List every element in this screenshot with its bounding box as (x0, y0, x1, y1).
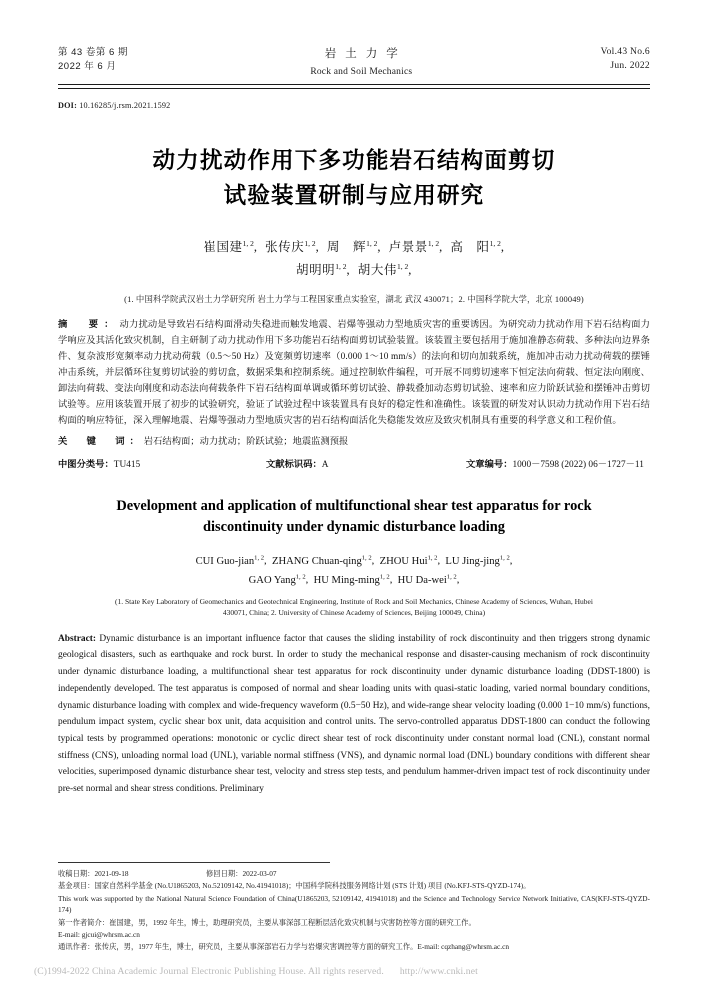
author-affiliation-marker: 1, 2 (335, 262, 347, 272)
received-date-label: 收稿日期： (58, 869, 95, 878)
running-head-center (310, 46, 412, 79)
clc-label: 中图分类号： (58, 459, 114, 470)
title-en-line1: Development and application of multifunctional shear test apparatus for rock (116, 497, 592, 514)
abstract-cn-text: 动力扰动是导致岩石结构面滑动失稳进而触发地震、岩爆等强动力型地质灾害的重要诱因。为研究动力扰动作用下岩石结构面力学响应及其活化致灾机制，自主研制了动力扰动作用下多功能岩石结构面剪切试验装置。该装置主要包括用于施加准静态荷载、多种法向边界条件、复杂波形宽频率动力扰动荷载（0.5～50 Hz）及宽频剪切速率（0.000 1～10 mm/s）的法向和切向加载系统，施加冲击动力扰动荷载的摆锤冲击系统，并层循环往复剪切试验的剪切盒，数据采集和控制系统。通过控制软件编程，可开展不同剪切速率下恒定法向荷载、恒定法向刚度、卸法向荷载、变法向刚度和动态法向荷载条件下岩石结构面单调或循环剪切试验、静载叠加动态剪切试验、速率和应力阶跃试验和摆锤冲击剪切试验等。应用该装置开展了初步的试验研究，验证了试验过程中该装置具有良好的稳定性和准确性。该装置的研发对认识动力扰动作用下岩石结构面的响应特征，深入理解地震、岩爆等强动力型地质灾害的岩石结构面活化失稳能发效应及致灾机制具有重要的科学意义和工程价值。 (58, 320, 651, 426)
author-separator: , (377, 239, 389, 254)
article-number (466, 456, 644, 470)
author-name: 卢景景 (388, 239, 428, 254)
author-entry (445, 553, 510, 567)
doc-code-label: 文献标识码： (266, 459, 322, 470)
classification-line (58, 456, 650, 470)
revised-date-value: 2022-03-07 (242, 869, 277, 878)
footnotes (58, 868, 650, 953)
author-separator: , (509, 555, 513, 567)
author-entry (398, 575, 457, 586)
author-affiliation-marker: 1, 2 (295, 573, 306, 581)
author-separator: , (264, 555, 272, 567)
author-affiliation-marker: 1, 2 (397, 262, 409, 272)
author-name: CUI Guo-jian (195, 555, 255, 567)
footnote-divider (58, 862, 330, 863)
article-number-label: 文章编号： (466, 459, 513, 470)
author-name: 崔国建 (203, 239, 243, 254)
author-entry (249, 575, 306, 586)
author-separator: , (346, 263, 358, 278)
author-affiliation-marker: 1, 2 (242, 238, 254, 248)
author-separator: , (253, 239, 266, 254)
affiliation-en-line2: 430071, China; 2. University of Chinese Academy of Sciences, Beijing 100049, China) (222, 608, 486, 618)
received-date (58, 868, 206, 880)
volume-issue-en: Vol.43 No.6 (600, 47, 650, 57)
author-separator: , (408, 263, 413, 278)
first-author-bio: 第一作者简介：崔国建，男，1992 年生，博士，助理研究员，主要从事深部工程断层活化致灾机制与灾害防控等方面的研究工作。 (58, 917, 476, 927)
clc-value: TU415 (113, 459, 141, 470)
author-entry (203, 240, 254, 254)
header-divider (58, 84, 650, 88)
author-affiliation-marker: 1, 2 (366, 238, 378, 248)
affiliation-en (58, 596, 650, 619)
author-affiliation-marker: 1, 2 (254, 553, 265, 561)
keywords-cn-text: 岩石结构面；动力扰动；阶跃试验；地震监测预报 (143, 436, 349, 447)
author-separator: , (305, 574, 314, 586)
affiliation-cn: (1. 中国科学院武汉岩土力学研究所 岩土力学与工程国家重点实验室，湖北 武汉 430071；2. 中国科学院大学，北京 100049) (124, 295, 584, 305)
running-head (58, 0, 650, 79)
fund-note-cn: 基金项目：国家自然科学基金 (No.U1865203, No.52109142, No.41941018)；中国科学院科技服务网络计划 (STS 计划) 项目 (No.KFJ-STS-QYZD-174)。 (58, 881, 531, 891)
author-separator: , (500, 239, 505, 254)
title-cn-line1: 动力扰动作用下多功能岩石结构面剪切 (152, 147, 556, 173)
author-separator: , (315, 239, 327, 254)
article-number-value: 1000－7598 (2022) 06－1727－11 (512, 459, 644, 470)
author-name: HU Ming-ming (313, 574, 380, 586)
doc-code-value: A (321, 459, 329, 470)
revised-date (206, 868, 277, 880)
running-head-right (601, 46, 650, 74)
author-entry (195, 553, 265, 567)
document-code (266, 456, 466, 470)
abstract-en-text: Dynamic disturbance is an important influence factor that causes the sliding instability of rock discontinuity and then triggers strong dynamic geological disasters, such as earthquake and rock burst. In order to study the mechanical response and disaster-causing mechanism of rock discontinuity under dynamic disturbance loading, a multifunctional shear test apparatus for rock discontinuity under dynamic disturbance loading (DDST-1800) is independently developed. The test apparatus is composed of normal and shear loading units with quasi-static loading, varied normal boundary conditions, dynamic disturbance loading with complex and wide-frequency waveform (0.5−50 Hz), and wide-range shear velocity loading (0.000 1−10 mm/s) functions, pendulum impact system, cyclic shear box unit, data acquisition and control units. The servo-controlled apparatus DDST-1800 can conduct the following typical tests by programmed operations: monotonic or cyclic direct shear test of rock discontinuity under constant normal load (CNL), constant normal stiffness (CNS), unloading normal load (UNL), variable normal stiffness (VNS), and dynamic normal load (DNL) boundary conditions with different shear velocities, superimposed dynamic disturbance shear test, velocity and stress step tests, and pendulum hammer-driven impact test of rock discontinuity under pre-set normal and shear stress conditions. Preliminary (58, 633, 650, 795)
authors-cn (58, 236, 650, 284)
author-affiliation-marker: 1, 2 (489, 238, 501, 248)
authors-en-line1 (58, 552, 650, 571)
page-content (34, 0, 651, 1000)
received-date-value: 2021-09-18 (94, 869, 129, 878)
authors-cn-line2 (58, 259, 650, 283)
page-title-cn (58, 144, 650, 214)
title-cn-line2: 试验装置研制与应用研究 (223, 182, 485, 208)
journal-title-cn: 岩土力学 (324, 48, 407, 60)
cnki-copyright: (C)1994-2022 China Academic Journal Electronic Publishing House. All rights reserved. (34, 966, 384, 977)
authors-en-line2 (58, 571, 650, 590)
author-affiliation-marker: 1, 2 (379, 573, 390, 581)
author-entry (272, 553, 372, 567)
author-entry (314, 575, 390, 586)
author-name: 胡大伟 (357, 263, 398, 278)
author-affiliation-marker: 1, 2 (427, 238, 440, 248)
author-entry (379, 553, 438, 567)
revised-date-label: 修回日期： (206, 869, 243, 878)
affiliation-en-line1: (1. State Key Laboratory of Geomechanics and Geotechnical Engineering, Institute of Rock and Soil Mechanics, Chinese Academy of Sciences, Wuhan, Hubei (115, 597, 593, 607)
running-head-left (58, 46, 128, 74)
author-name: 周 辉 (326, 239, 367, 254)
doi-label: DOI: (58, 100, 77, 110)
author-separator: , (439, 239, 451, 254)
author-name: 高 阳 (450, 239, 490, 254)
cnki-footer (34, 966, 626, 977)
abstract-en-label: Abstract: (58, 633, 97, 644)
author-entry (389, 240, 440, 254)
author-name: 胡明明 (295, 263, 336, 278)
fund-note-en: This work was supported by the National Natural Science Foundation of China(U1865203, 52109142, 41941018) and the Science and Technology Service Network Initiative, CAS(KFJ-STS-QYZD-174) (58, 893, 650, 915)
journal-title-en: Rock and Soil Mechanics (310, 66, 413, 77)
author-name: ZHOU Hui (379, 555, 428, 567)
authors-en (58, 552, 650, 590)
keywords-cn (58, 435, 650, 451)
author-name: LU Jing-jing (445, 555, 500, 567)
author-name: ZHANG Chuan-qing (272, 555, 362, 567)
author-entry (296, 263, 347, 277)
author-affiliation-marker: 1, 2 (446, 573, 457, 581)
footnote-dates (58, 868, 650, 880)
issue-date-cn: 2022 年 6 月 (58, 60, 117, 72)
author-separator: , (437, 555, 446, 567)
author-name: HU Da-wei (397, 574, 447, 586)
author-entry (358, 263, 409, 277)
authors-cn-line1 (58, 236, 650, 260)
author-affiliation-marker: 1, 2 (427, 553, 438, 561)
abstract-en (58, 631, 650, 798)
first-author-email: E-mail: gjcui@whrsm.ac.cn (58, 930, 140, 940)
keywords-cn-label: 关 键 词： (58, 436, 144, 447)
author-name: GAO Yang (248, 574, 296, 586)
cnki-url[interactable]: http://www.cnki.net (399, 966, 478, 977)
page-title-en (58, 496, 650, 539)
author-separator: , (456, 574, 460, 586)
doi-line (58, 101, 650, 110)
title-en-line2: discontinuity under dynamic disturbance loading (202, 519, 505, 536)
author-entry (450, 240, 501, 254)
author-name: 张传庆 (265, 239, 305, 254)
author-separator: , (371, 555, 380, 567)
doi-value: 10.16285/j.rsm.2021.1592 (79, 100, 171, 110)
corresponding-author: 通讯作者：张传庆，男，1977 年生，博士，研究员，主要从事深部岩石力学与岩爆灾害调控等方面的研究工作。E-mail: cqzhang@whrsm.ac.cn (58, 942, 509, 952)
author-affiliation-marker: 1, 2 (304, 238, 316, 248)
issue-date-en: Jun. 2022 (610, 60, 650, 71)
author-separator: , (389, 574, 398, 586)
author-entry (265, 240, 316, 254)
abstract-cn-label: 摘 要： (58, 320, 120, 331)
abstract-cn (58, 318, 650, 430)
volume-issue-cn: 第 43 卷第 6 期 (58, 47, 128, 58)
author-affiliation-marker: 1, 2 (499, 553, 510, 561)
author-entry (327, 240, 378, 254)
author-affiliation-marker: 1, 2 (361, 553, 372, 561)
clc-number (58, 456, 266, 470)
